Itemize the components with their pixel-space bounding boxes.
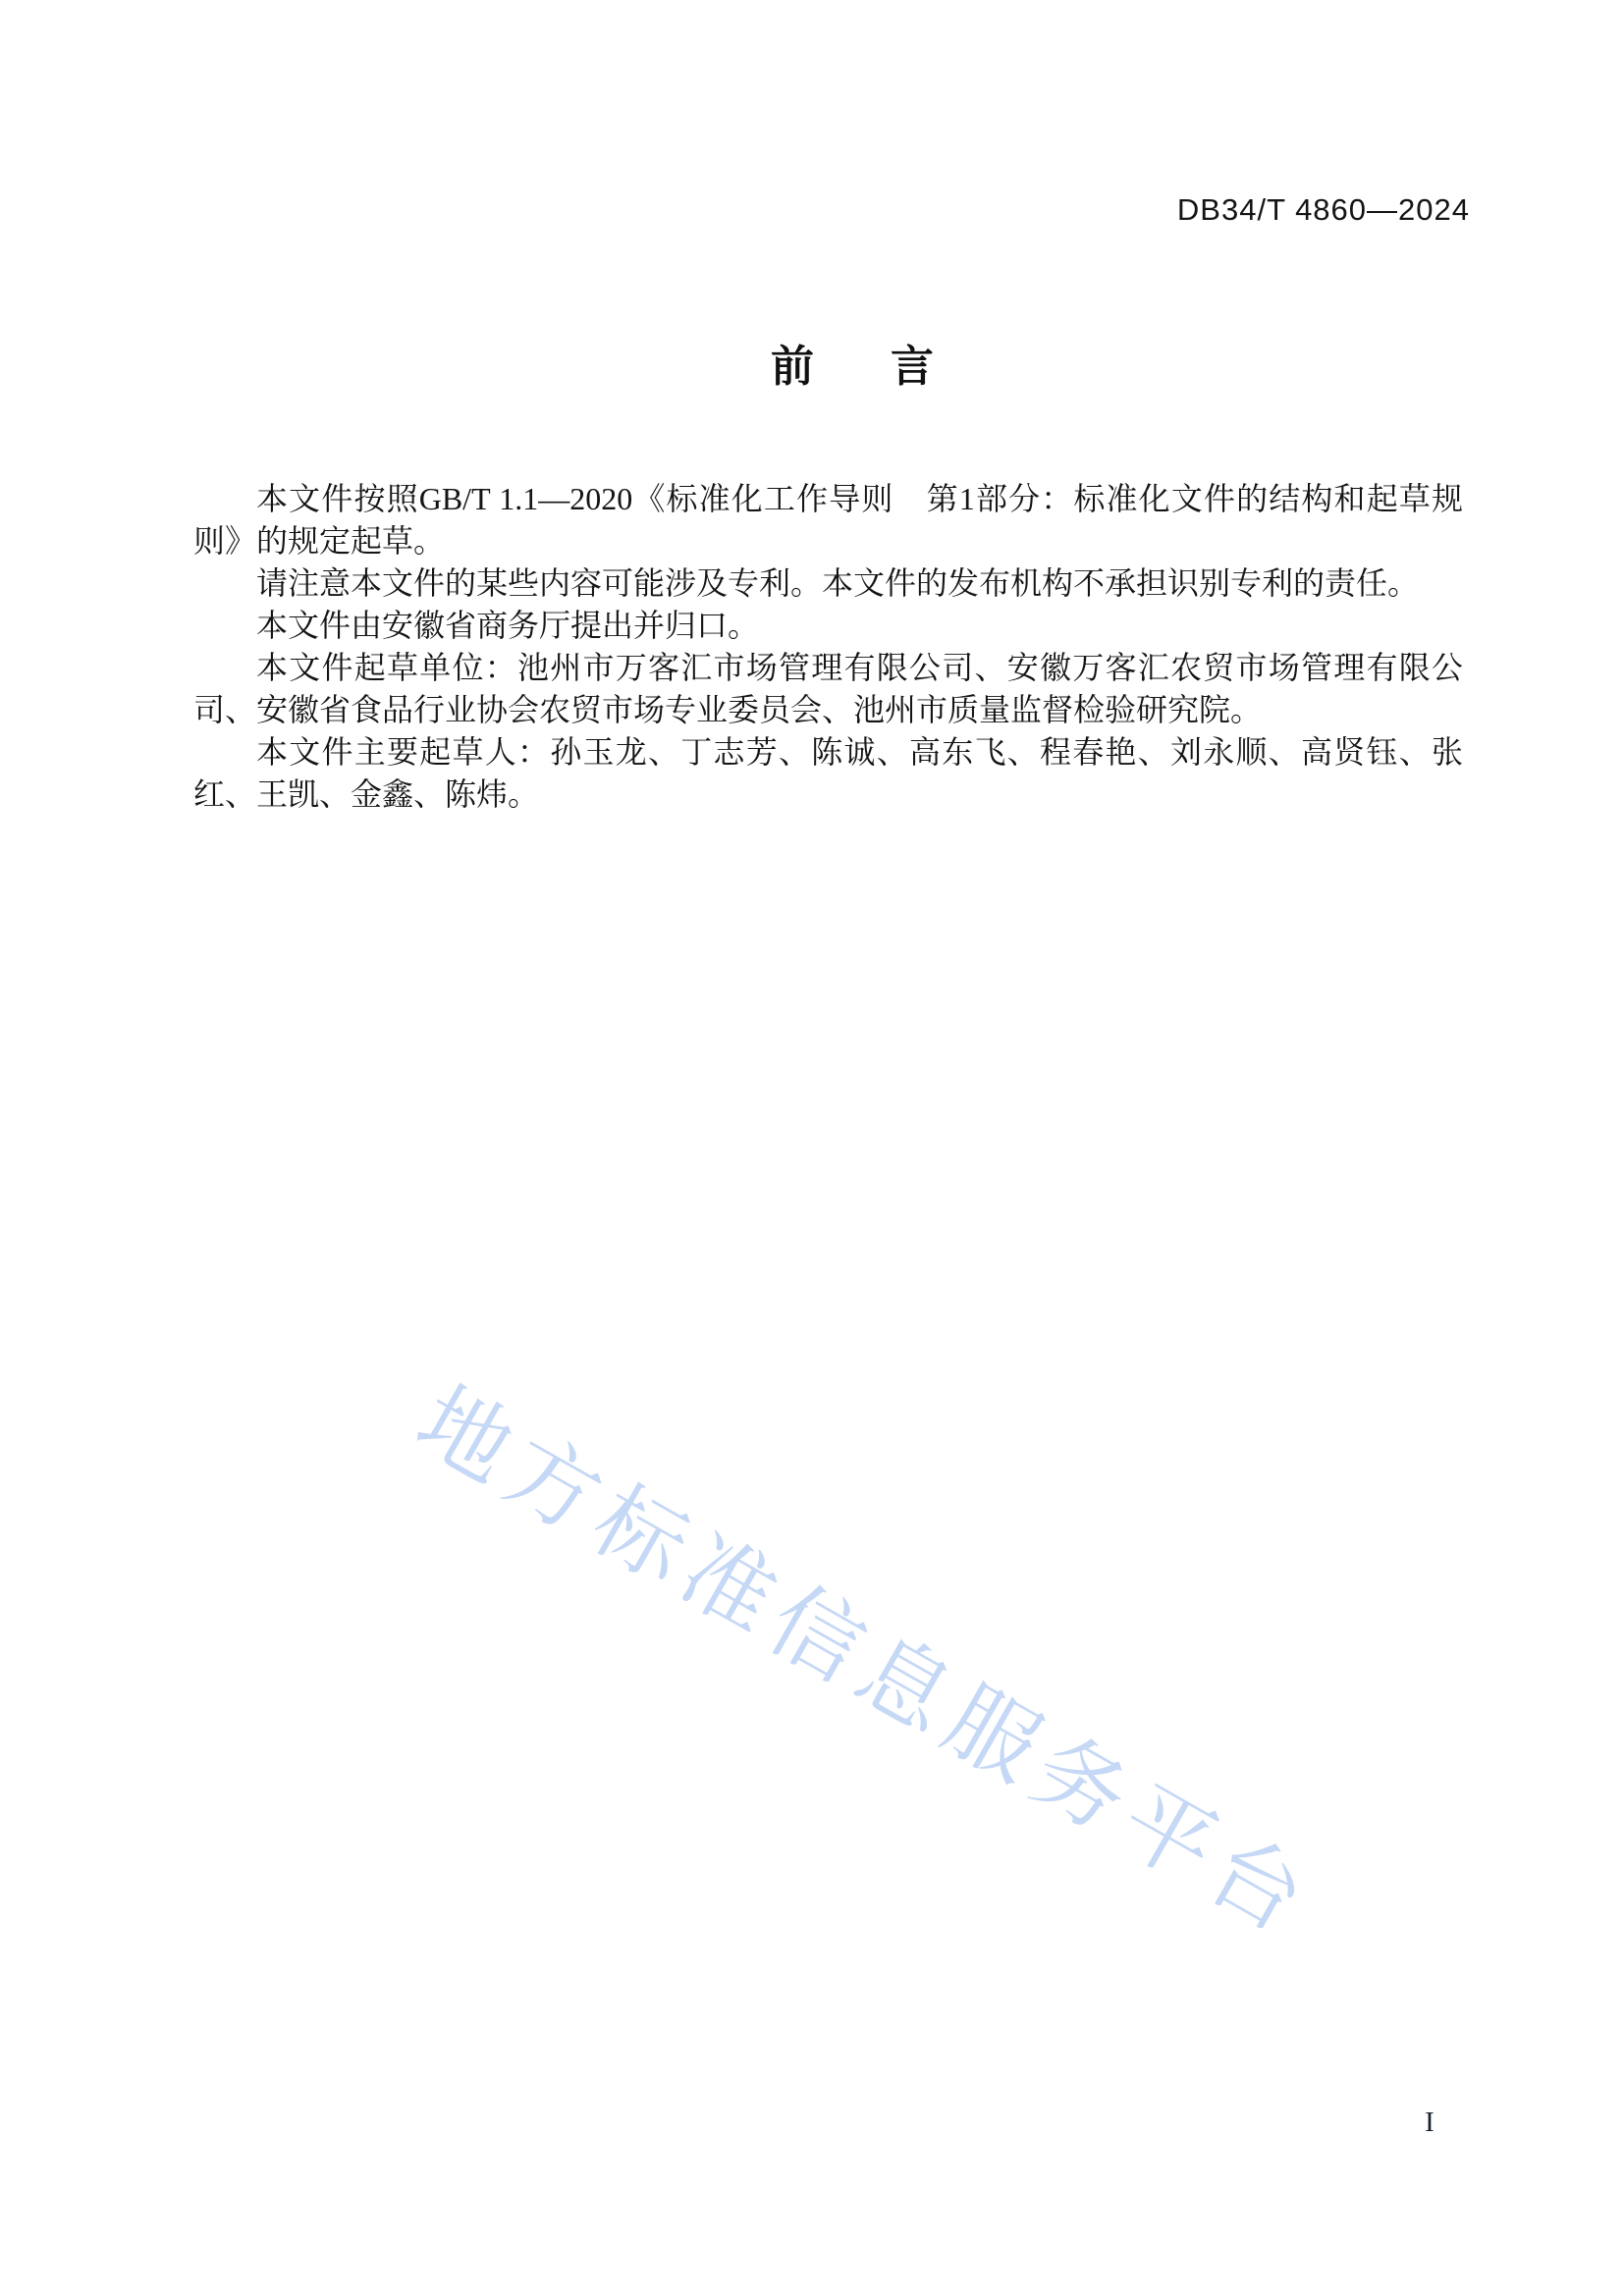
paragraph-patent-notice: 请注意本文件的某些内容可能涉及专利。本文件的发布机构不承担识别专利的责任。	[256, 565, 1420, 601]
page-title-char-1: 前	[771, 343, 814, 391]
paragraph-proposing-department: 本文件由安徽省商务厅提出并归口。	[256, 608, 760, 643]
page-title	[771, 344, 934, 391]
page-number: I	[1425, 2107, 1435, 2138]
document-code-header: DB34/T 4860—2024	[1176, 192, 1470, 227]
foreword-body	[193, 478, 1463, 816]
watermark-text: 地方标准信息服务平台	[401, 1368, 1330, 1956]
paragraph-drafting-rules: 本文件按照GB/T 1.1—2020《标准化工作导则 第1部分：标准化文件的结构和起草规则》的规定起草。	[193, 481, 1463, 559]
paragraph-main-drafters: 本文件主要起草人：孙玉龙、丁志芳、陈诚、高东飞、程春艳、刘永顺、高贤钰、张红、王凯、金鑫、陈炜。	[193, 734, 1463, 812]
paragraph-drafting-organizations: 本文件起草单位：池州市万客汇市场管理有限公司、安徽万客汇农贸市场管理有限公司、安徽省食品行业协会农贸市场专业委员会、池州市质量监督检验研究院。	[193, 650, 1463, 727]
page-title-char-2: 言	[891, 343, 934, 391]
